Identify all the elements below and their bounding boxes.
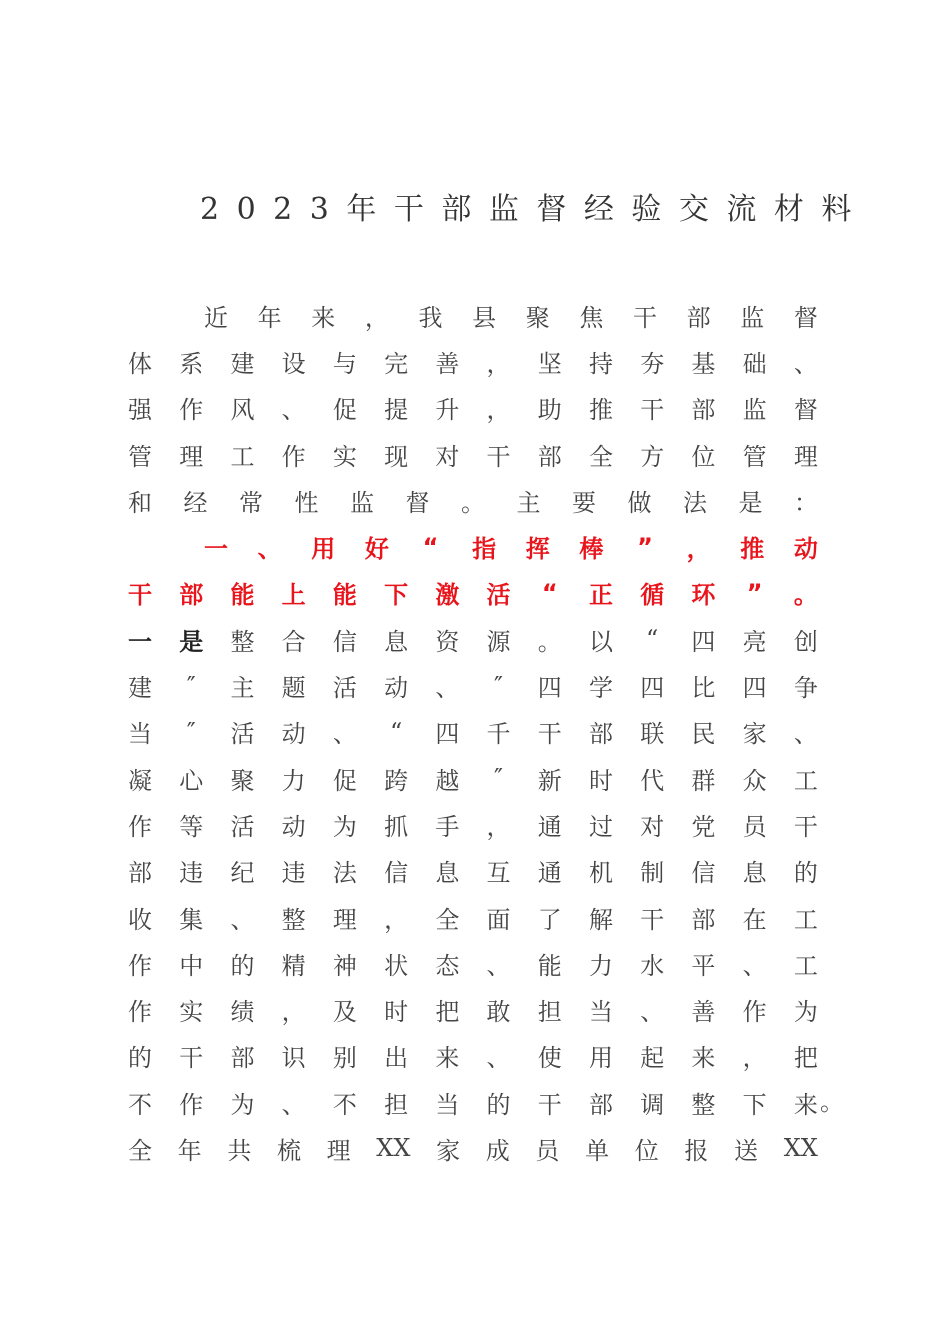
text-char: 系 <box>179 349 204 378</box>
text-char: 、 <box>281 396 306 425</box>
lead-emphasis-char: 是 <box>179 627 204 656</box>
text-char: 法 <box>332 859 357 888</box>
text-char: 了 <box>537 905 562 934</box>
text-char: 要 <box>572 488 596 517</box>
text-char: 促 <box>332 766 357 795</box>
text-char: ″ <box>186 717 196 746</box>
text-char: 把 <box>435 998 460 1027</box>
text-char: 比 <box>691 674 716 703</box>
text-char: 位 <box>691 442 716 471</box>
text-char: 常 <box>239 488 263 517</box>
text-char: 凝 <box>128 766 152 795</box>
trailing-punctuation: 。 <box>820 1088 844 1117</box>
text-char: 水 <box>640 951 665 980</box>
text-char: 合 <box>281 627 306 656</box>
text-char: 、 <box>640 998 665 1027</box>
body-text-line <box>128 801 818 847</box>
text-char: 我 <box>418 303 443 332</box>
text-char: ， <box>686 535 711 564</box>
text-char: 收 <box>128 905 152 934</box>
text-char: 部 <box>686 303 711 332</box>
text-char: 体 <box>128 349 152 378</box>
text-char: 员 <box>535 1136 560 1165</box>
text-char: XX <box>783 1134 818 1163</box>
text-char: 位 <box>634 1136 659 1165</box>
text-char: 现 <box>384 442 409 471</box>
text-char: 部 <box>691 905 716 934</box>
text-char: 的 <box>486 1090 511 1119</box>
text-char: 、 <box>257 535 282 564</box>
text-char: 来 <box>435 1044 460 1073</box>
text-char: 共 <box>227 1136 252 1165</box>
text-char: 及 <box>332 998 357 1027</box>
text-char: 实 <box>179 998 204 1027</box>
text-char: 为 <box>332 812 357 841</box>
text-char: 下 <box>384 581 409 610</box>
text-char: 源 <box>486 627 511 656</box>
text-char: 担 <box>537 998 562 1027</box>
text-char: 、 <box>793 720 818 749</box>
text-char: “ <box>646 625 659 654</box>
text-char: 法 <box>683 488 707 517</box>
text-char: 部 <box>588 1090 613 1119</box>
text-char: 整 <box>230 627 255 656</box>
text-char: “ <box>422 532 439 561</box>
text-char: 环 <box>691 581 716 610</box>
text-char: 精 <box>281 951 306 980</box>
text-char: 创 <box>793 627 818 656</box>
text-char: 动 <box>281 812 306 841</box>
text-char: 方 <box>640 442 665 471</box>
body-text-line <box>128 709 818 755</box>
text-char: 挥 <box>525 535 550 564</box>
text-char: 力 <box>281 766 306 795</box>
text-char: ， <box>281 998 306 1027</box>
text-char: 单 <box>585 1136 610 1165</box>
text-char: 干 <box>640 905 665 934</box>
text-char: 持 <box>588 349 613 378</box>
text-char: 作 <box>128 998 152 1027</box>
text-char: 善 <box>435 349 460 378</box>
text-char: 活 <box>230 720 255 749</box>
text-char: 送 <box>734 1136 759 1165</box>
text-char: 下 <box>742 1090 767 1119</box>
text-char: 态 <box>435 951 460 980</box>
text-char: 作 <box>179 1090 204 1119</box>
body-text-line <box>128 1033 818 1079</box>
text-char: 来 <box>793 1090 818 1119</box>
text-char: 成 <box>485 1136 510 1165</box>
text-char: 理 <box>793 442 818 471</box>
text-char: 当 <box>588 998 613 1027</box>
text-char: 担 <box>384 1090 409 1119</box>
text-char: 、 <box>230 905 255 934</box>
text-char: 棒 <box>579 535 604 564</box>
text-char: 理 <box>179 442 204 471</box>
text-char: 部 <box>179 581 204 610</box>
text-char: 全 <box>588 442 613 471</box>
text-char: 神 <box>332 951 357 980</box>
text-char: 理 <box>326 1136 351 1165</box>
body-text-line <box>128 662 818 708</box>
text-char: 绩 <box>230 998 255 1027</box>
text-char: 来 <box>691 1044 716 1073</box>
text-char: 工 <box>230 442 255 471</box>
text-char: 建 <box>128 674 152 703</box>
text-char: 好 <box>364 535 389 564</box>
text-char: 能 <box>332 581 357 610</box>
text-char: 学 <box>588 674 613 703</box>
text-char: 过 <box>588 812 613 841</box>
body-text-line <box>128 755 818 801</box>
text-char: 为 <box>793 998 818 1027</box>
text-char: XX <box>376 1134 411 1163</box>
text-char: 作 <box>179 396 204 425</box>
text-char: 出 <box>384 1044 409 1073</box>
text-char: 息 <box>742 859 767 888</box>
text-char: 跨 <box>384 766 409 795</box>
text-char: 机 <box>588 859 613 888</box>
text-char: 四 <box>537 674 562 703</box>
text-char: 家 <box>436 1136 461 1165</box>
text-char: “ <box>541 578 558 607</box>
text-char: 焦 <box>579 303 604 332</box>
text-char: 干 <box>640 396 665 425</box>
body-text-line <box>128 477 818 523</box>
text-char: 争 <box>793 674 818 703</box>
text-char: 资 <box>435 627 460 656</box>
body-text-line <box>128 292 818 338</box>
text-char: 监 <box>350 488 374 517</box>
text-char: 部 <box>128 859 152 888</box>
text-char: 整 <box>691 1090 716 1119</box>
text-char: 和 <box>128 488 152 517</box>
text-char: 群 <box>691 766 716 795</box>
body-text-line <box>128 894 818 940</box>
text-char: 信 <box>384 859 409 888</box>
text-char: 四 <box>691 627 716 656</box>
text-char: 激 <box>435 581 460 610</box>
text-char: 升 <box>435 396 460 425</box>
text-char: 、 <box>332 720 357 749</box>
text-char: 四 <box>435 720 460 749</box>
text-char: 违 <box>179 859 204 888</box>
text-char: 亮 <box>742 627 767 656</box>
text-char: 中 <box>179 951 204 980</box>
text-char: 干 <box>793 812 818 841</box>
text-char: 党 <box>691 812 716 841</box>
text-char: 风 <box>230 396 255 425</box>
text-char: ： <box>794 488 818 517</box>
text-char: 四 <box>742 674 767 703</box>
text-char: 循 <box>640 581 665 610</box>
text-char: 活 <box>332 674 357 703</box>
text-char: 题 <box>281 674 306 703</box>
body-text-line <box>128 986 818 1032</box>
text-char: 、 <box>742 951 767 980</box>
text-char: 正 <box>588 581 613 610</box>
text-char: 督 <box>793 303 818 332</box>
text-char: 以 <box>588 627 613 656</box>
text-char: 众 <box>742 766 767 795</box>
text-char: 用 <box>588 1044 613 1073</box>
text-char: ， <box>364 303 389 332</box>
body-text-line <box>128 1079 844 1125</box>
text-char: 通 <box>537 859 562 888</box>
text-char: 整 <box>281 905 306 934</box>
text-char: 坚 <box>537 349 562 378</box>
text-char: 上 <box>281 581 306 610</box>
text-char: 作 <box>742 998 767 1027</box>
text-char: 监 <box>742 396 767 425</box>
text-char: 推 <box>740 535 765 564</box>
text-char: 基 <box>691 349 716 378</box>
text-char: 干 <box>537 720 562 749</box>
text-char: 的 <box>230 951 255 980</box>
text-char: 时 <box>384 998 409 1027</box>
text-char: 指 <box>472 535 497 564</box>
text-char: 、 <box>435 674 460 703</box>
text-char: 助 <box>537 396 562 425</box>
text-char: 与 <box>332 349 357 378</box>
text-char: 性 <box>294 488 319 517</box>
text-char: 解 <box>588 905 613 934</box>
text-char: 起 <box>640 1044 665 1073</box>
text-char: 一 <box>204 535 228 564</box>
text-char: 通 <box>537 812 562 841</box>
text-char: 对 <box>640 812 665 841</box>
text-char: 把 <box>793 1044 818 1073</box>
text-char: 集 <box>179 905 204 934</box>
text-char: 部 <box>588 720 613 749</box>
text-char: 在 <box>742 905 767 934</box>
text-char: 。 <box>461 488 485 517</box>
text-char: 经 <box>183 488 208 517</box>
text-char: ， <box>486 349 511 378</box>
text-char: 部 <box>691 396 716 425</box>
text-char: 状 <box>384 951 409 980</box>
text-char: 抓 <box>384 812 409 841</box>
text-char: 干 <box>486 442 511 471</box>
text-char: 越 <box>435 766 460 795</box>
text-char: 作 <box>128 951 152 980</box>
text-char: 县 <box>472 303 497 332</box>
text-char: 。 <box>537 627 562 656</box>
text-char: 家 <box>742 720 767 749</box>
body-text-line <box>128 940 818 986</box>
text-char: 当 <box>128 720 152 749</box>
document-body <box>128 292 844 1172</box>
text-char: 夯 <box>640 349 665 378</box>
text-char: 动 <box>384 674 409 703</box>
text-char: 做 <box>627 488 652 517</box>
text-char: 提 <box>384 396 409 425</box>
text-char: 制 <box>640 859 665 888</box>
text-char: 、 <box>486 1044 511 1073</box>
text-char: 设 <box>281 349 306 378</box>
text-char: 能 <box>230 581 255 610</box>
text-char: 理 <box>332 905 357 934</box>
text-char: 息 <box>435 859 460 888</box>
text-char: 动 <box>793 535 818 564</box>
text-char: 主 <box>516 488 541 517</box>
text-char: 时 <box>588 766 613 795</box>
text-char: 主 <box>230 674 255 703</box>
text-char: 代 <box>640 766 665 795</box>
text-char: 新 <box>537 766 562 795</box>
text-char: 民 <box>691 720 716 749</box>
text-char: 四 <box>640 674 665 703</box>
text-char: ” <box>746 578 763 607</box>
text-char: 善 <box>691 998 716 1027</box>
text-char: 信 <box>332 627 357 656</box>
text-char: 动 <box>281 720 306 749</box>
text-char: 力 <box>588 951 613 980</box>
text-char: 、 <box>486 951 511 980</box>
text-char: 部 <box>537 442 562 471</box>
text-char: 梳 <box>276 1136 301 1165</box>
body-text-line <box>128 1125 818 1171</box>
text-char: 息 <box>384 627 409 656</box>
body-text-line <box>128 431 818 477</box>
text-char: 工 <box>793 905 818 934</box>
text-char: 部 <box>230 1044 255 1073</box>
text-char: 建 <box>230 349 255 378</box>
text-char: ” <box>637 532 653 561</box>
section-heading-line <box>128 570 818 616</box>
text-char: 活 <box>486 581 511 610</box>
text-char: 督 <box>793 396 818 425</box>
text-char: “ <box>389 717 403 746</box>
text-char: 聚 <box>230 766 255 795</box>
text-char: 强 <box>128 396 152 425</box>
text-char: 报 <box>684 1136 709 1165</box>
text-char: 用 <box>311 535 336 564</box>
text-char: 对 <box>435 442 460 471</box>
text-char: ， <box>486 396 511 425</box>
text-char: 作 <box>281 442 306 471</box>
text-char: 。 <box>793 581 818 610</box>
text-char: 干 <box>128 581 152 610</box>
text-char: 手 <box>435 812 460 841</box>
text-char: 全 <box>128 1136 152 1165</box>
text-char: ， <box>742 1044 767 1073</box>
text-char: ″ <box>494 764 504 793</box>
text-char: 面 <box>486 905 511 934</box>
text-char: 管 <box>742 442 767 471</box>
text-char: 、 <box>793 349 818 378</box>
body-text-line <box>128 338 818 384</box>
text-char: 活 <box>230 812 255 841</box>
text-char: 年 <box>257 303 282 332</box>
text-char: 来 <box>311 303 336 332</box>
text-char: 的 <box>128 1044 152 1073</box>
text-char: ， <box>486 812 511 841</box>
text-char: 推 <box>588 396 613 425</box>
text-char: 平 <box>691 951 716 980</box>
text-char: ″ <box>186 671 196 700</box>
text-char: 调 <box>640 1090 665 1119</box>
text-char: ， <box>384 905 409 934</box>
text-char: 干 <box>633 303 657 332</box>
text-char: 纪 <box>230 859 255 888</box>
document-title: 2023年干部监督经验交流材料 <box>200 192 869 227</box>
section-heading-line <box>128 523 818 569</box>
text-char: 干 <box>537 1090 562 1119</box>
text-char: 心 <box>179 766 204 795</box>
body-text-line <box>128 616 818 662</box>
text-char: 作 <box>128 812 152 841</box>
text-char: 管 <box>128 442 152 471</box>
body-text-line <box>128 385 818 431</box>
text-char: 促 <box>332 396 357 425</box>
text-char: 近 <box>204 303 228 332</box>
text-char: 不 <box>128 1090 152 1119</box>
text-char: 使 <box>537 1044 562 1073</box>
text-char: 别 <box>332 1044 357 1073</box>
text-char: 工 <box>793 951 818 980</box>
text-char: 工 <box>793 766 818 795</box>
text-char: 千 <box>486 720 511 749</box>
text-char: 违 <box>281 859 306 888</box>
text-char: 是 <box>738 488 763 517</box>
body-text-line <box>128 848 818 894</box>
text-char: 等 <box>179 812 204 841</box>
text-char: 信 <box>691 859 716 888</box>
text-char: 识 <box>281 1044 306 1073</box>
text-char: 实 <box>332 442 357 471</box>
text-char: 监 <box>740 303 765 332</box>
text-char: 全 <box>435 905 460 934</box>
text-char: 年 <box>177 1136 202 1165</box>
text-char: 聚 <box>525 303 550 332</box>
text-char: 敢 <box>486 998 511 1027</box>
text-char: 员 <box>742 812 767 841</box>
text-char: 当 <box>435 1090 460 1119</box>
text-char: 完 <box>384 349 409 378</box>
text-char: 础 <box>742 349 767 378</box>
text-char: 的 <box>793 859 818 888</box>
text-char: 联 <box>640 720 665 749</box>
text-char: 互 <box>486 859 511 888</box>
text-char: 为 <box>230 1090 255 1119</box>
text-char: 督 <box>405 488 430 517</box>
text-char: 不 <box>332 1090 357 1119</box>
lead-emphasis-char: 一 <box>128 627 152 656</box>
text-char: ″ <box>494 671 504 700</box>
text-char: 干 <box>179 1044 204 1073</box>
text-char: 、 <box>281 1090 306 1119</box>
text-char: 能 <box>537 951 562 980</box>
